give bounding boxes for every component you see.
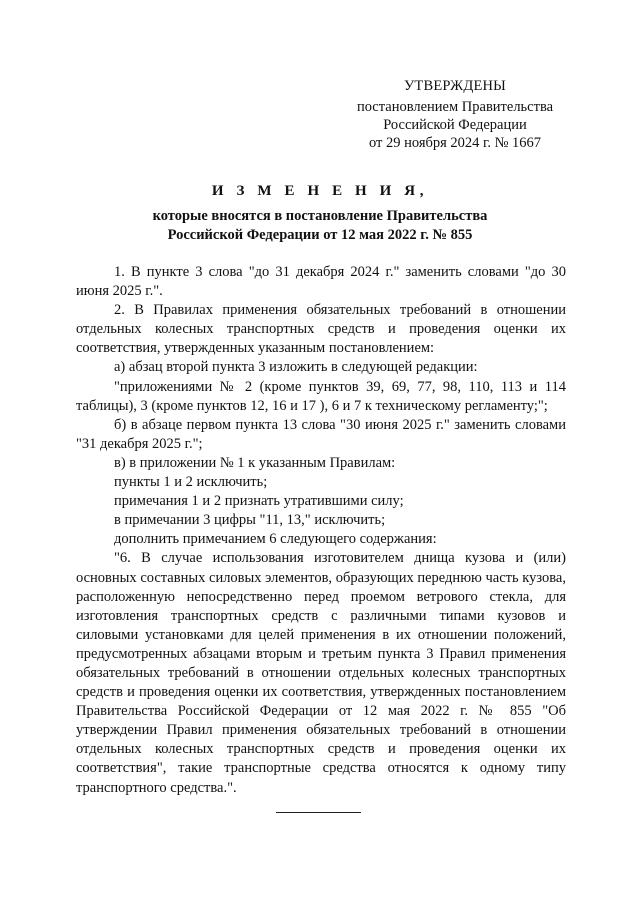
paragraph: 2. В Правилах применения обязательных требований в отношении отдельных колесных транспортных средств и проведения оценки их соответствия, утвержденных указанным постановлением: <box>76 302 566 357</box>
paragraph: пункты 1 и 2 исключить; <box>114 474 268 491</box>
document-body <box>76 263 566 798</box>
subtitle-line-1: которые вносятся в постановление Правительства <box>152 208 488 224</box>
paragraph: в примечании 3 цифры "11, 13," исключить; <box>114 512 386 529</box>
approval-block <box>330 77 580 152</box>
paragraph: "6. В случае использования изготовителем днища кузова и (или) основных составных силовых элементов, образующих переднюю часть кузова, расположенную непосредственно перед проемом ветрового стекла, для изготовления транспортных средств с различными типами кузовов и силовыми установками для целей применения в их отношении положений, предусмотренных абзацами вторым и третьим пункта 3 Правил применения обязательных требований в отношении отдельных колесных транспортных средств и проведения оценки их соответствия, утвержденных постановлением Правительства Российской Федерации от 12 мая 2022 г. № 855 "Об утверждении Правил применения обязательных требований в отношении отдельных колесных транспортных средств и проведения оценки их соответствия", такие транспортные средства относятся к одному типу транспортного средства.". <box>76 550 566 796</box>
paragraph: "приложениями № 2 (кроме пунктов 39, 69, 77, 98, 110, 113 и 114 таблицы), 3 (кроме пунктов 12, 16 и 17 ), 6 и 7 к техническому регламенту;"; <box>76 378 566 414</box>
subtitle-line-2: Российской Федерации от 12 мая 2022 г. № 855 <box>167 227 473 243</box>
end-separator-line <box>276 812 361 813</box>
approval-line-2: Российской Федерации <box>383 117 527 133</box>
document-subtitle <box>0 207 640 245</box>
document-title: И З М Е Н Е Н И Я, <box>211 183 429 199</box>
paragraph: а) абзац второй пункта 3 изложить в следующей редакции: <box>114 359 478 376</box>
approval-line-1: постановлением Правительства <box>356 99 554 115</box>
paragraph: 1. В пункте 3 слова "до 31 декабря 2024 г." заменить словами "до 30 июня 2025 г.". <box>76 264 566 300</box>
approval-line-3: от 29 ноября 2024 г. № 1667 <box>368 135 542 151</box>
paragraph: в) в приложении № 1 к указанным Правилам: <box>114 454 396 471</box>
paragraph: примечания 1 и 2 признать утратившими силу; <box>114 493 404 510</box>
paragraph: дополнить примечанием 6 следующего содержания: <box>114 531 437 548</box>
paragraph: б) в абзаце первом пункта 13 слова "30 июня 2025 г." заменить словами "31 декабря 2025 г."; <box>76 416 566 452</box>
approval-heading: УТВЕРЖДЕНЫ <box>403 78 507 94</box>
